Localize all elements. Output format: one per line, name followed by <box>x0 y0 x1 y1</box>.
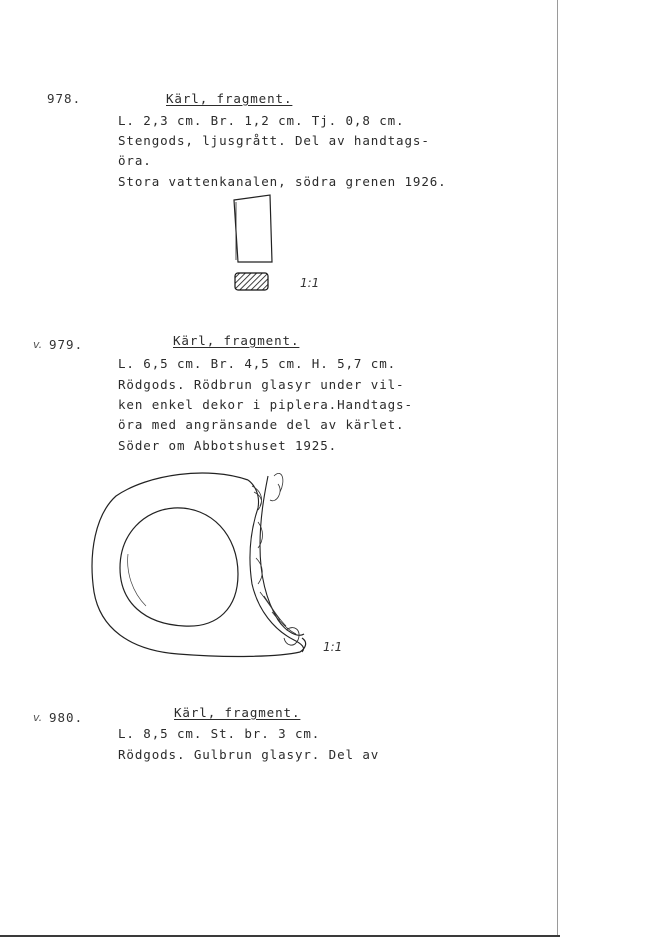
scale-label: 1:1 <box>300 276 320 290</box>
entry-title: Kärl, fragment. <box>174 705 301 720</box>
entry-title: Kärl, fragment. <box>173 333 300 348</box>
entry-description-line: ken enkel dekor i piplera.Handtags- <box>118 397 413 412</box>
entry-description-line: öra med angränsande del av kärlet. <box>118 417 405 432</box>
checkmark: v. <box>33 711 43 724</box>
entry-description-line: L. 2,3 cm. Br. 1,2 cm. Tj. 0,8 cm. <box>118 113 405 128</box>
entry-number: 980. <box>49 710 84 725</box>
entry-title: Kärl, fragment. <box>166 91 293 106</box>
fragment-978-drawing <box>226 190 286 300</box>
page-edge-bottom <box>0 935 560 937</box>
scale-label: 1:1 <box>323 640 343 654</box>
entry-number: 978. <box>47 91 82 106</box>
entry-description-line: L. 6,5 cm. Br. 4,5 cm. H. 5,7 cm. <box>118 356 397 371</box>
entry-number: 979. <box>49 337 84 352</box>
entry-description-line: Rödgods. Rödbrun glasyr under vil- <box>118 377 405 392</box>
entry-description-line: Stora vattenkanalen, södra grenen 1926. <box>118 174 447 189</box>
entry-description-line: Söder om Abbotshuset 1925. <box>118 438 338 453</box>
entry-description-line: L. 8,5 cm. St. br. 3 cm. <box>118 726 321 741</box>
checkmark: v. <box>33 338 43 351</box>
entry-description-line: Stengods, ljusgrått. Del av handtags- <box>118 133 430 148</box>
entry-description-line: öra. <box>118 153 152 168</box>
entry-description-line: Rödgods. Gulbrun glasyr. Del av <box>118 747 380 762</box>
page-edge-right <box>557 0 558 935</box>
fragment-979-drawing <box>88 462 328 672</box>
